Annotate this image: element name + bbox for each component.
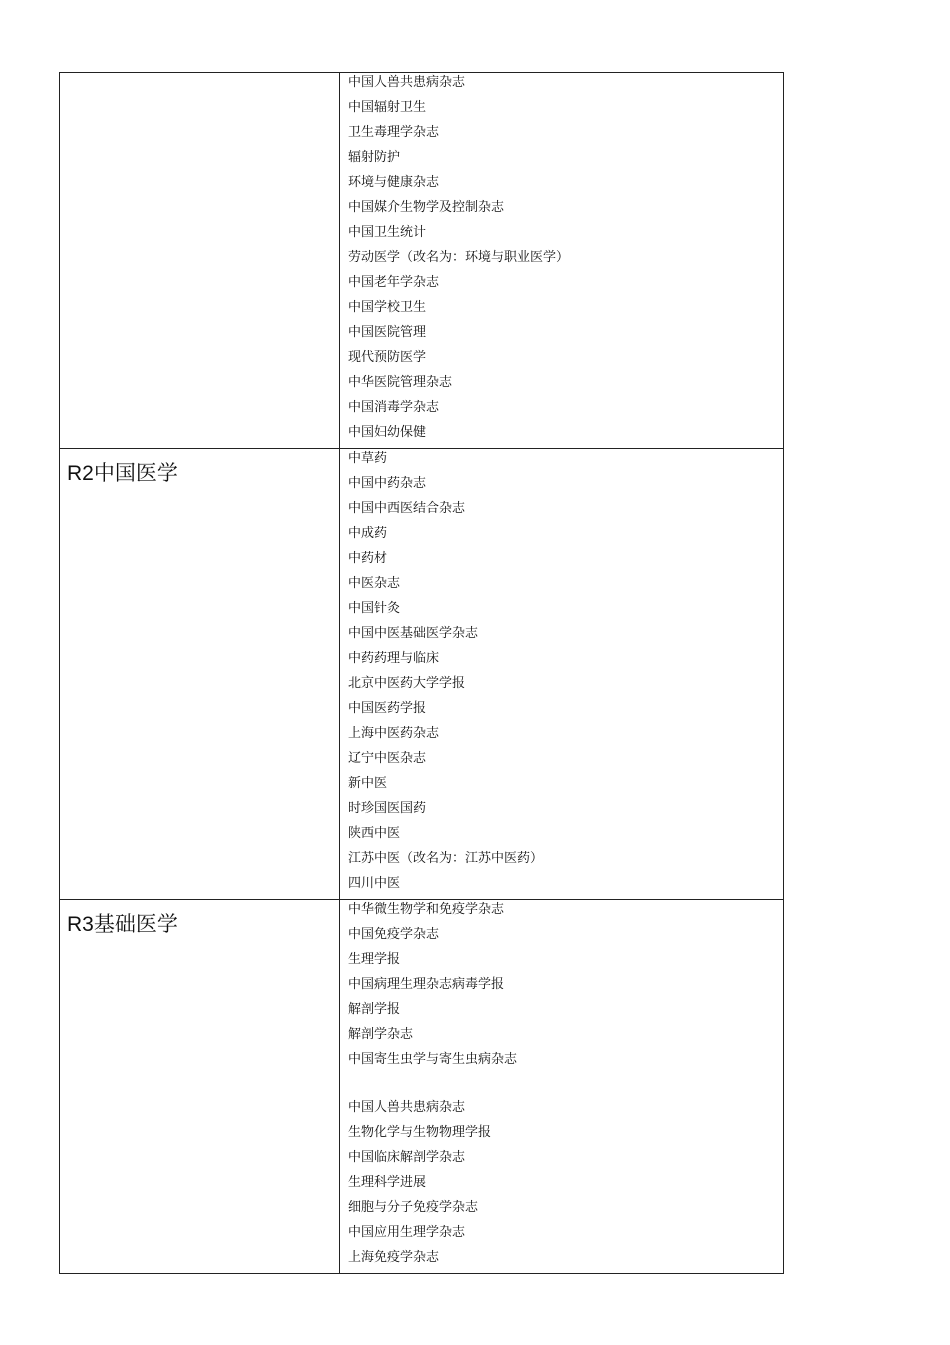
journal-item: 时珍国医国药 <box>348 801 427 816</box>
journal-item: 中草药 <box>348 451 388 466</box>
journal-item: 中国学校卫生 <box>348 300 427 315</box>
journal-item: 中国妇幼保健 <box>348 425 427 440</box>
journal-item: 卫生毒理学杂志 <box>348 125 440 140</box>
journal-item: 解剖学报 <box>348 1002 401 1017</box>
journal-item: 中国应用生理学杂志 <box>348 1225 466 1240</box>
journal-item: 上海免疫学杂志 <box>348 1250 440 1265</box>
category-label: R2中国医学 <box>67 462 178 485</box>
category-label: R3基础医学 <box>67 913 178 936</box>
journal-item: 中华微生物学和免疫学杂志 <box>348 902 505 917</box>
journal-item: 中国中西医结合杂志 <box>348 501 466 516</box>
journal-item: 中国人兽共患病杂志 <box>348 75 466 90</box>
journal-item: 解剖学杂志 <box>348 1027 414 1042</box>
journal-item: 四川中医 <box>348 876 401 891</box>
journal-item: 中国消毒学杂志 <box>348 400 440 415</box>
journal-item: 劳动医学（改名为：环境与职业医学） <box>348 250 570 265</box>
journal-item: 中国医药学报 <box>348 701 427 716</box>
section-row <box>60 73 784 449</box>
journal-item: 中国临床解剖学杂志 <box>348 1150 466 1165</box>
journal-list-cell <box>340 449 784 900</box>
journal-item: 中国病理生理杂志病毒学报 <box>348 977 505 992</box>
category-cell <box>60 900 340 1274</box>
journal-item: 细胞与分子免疫学杂志 <box>348 1200 479 1215</box>
journal-item: 中国人兽共患病杂志 <box>348 1100 466 1115</box>
journal-item: 生理学报 <box>348 952 401 967</box>
journal-item: 中国卫生统计 <box>348 225 427 240</box>
journal-item: 江苏中医（改名为：江苏中医药） <box>348 851 544 866</box>
journal-item: 中国寄生虫学与寄生虫病杂志 <box>348 1052 518 1067</box>
journal-item <box>348 1075 783 1098</box>
journal-list-cell <box>340 73 784 449</box>
journal-item: 环境与健康杂志 <box>348 175 440 190</box>
journal-list-cell <box>340 900 784 1274</box>
journal-item: 中成药 <box>348 526 388 541</box>
journal-list <box>340 449 783 899</box>
category-label <box>60 73 339 85</box>
journal-item: 中医杂志 <box>348 576 401 591</box>
category-cell <box>60 73 340 449</box>
journal-item: 中国中医基础医学杂志 <box>348 626 479 641</box>
journal-item: 中华医院管理杂志 <box>348 375 453 390</box>
journal-item: 辽宁中医杂志 <box>348 751 427 766</box>
journal-item: 现代预防医学 <box>348 350 427 365</box>
journal-list <box>340 73 783 448</box>
journal-item: 中药药理与临床 <box>348 651 440 666</box>
journal-item: 生理科学进展 <box>348 1175 427 1190</box>
table-body <box>60 73 784 1274</box>
journal-item: 中国医院管理 <box>348 325 427 340</box>
journal-item: 中国辐射卫生 <box>348 100 427 115</box>
journal-item: 中国免疫学杂志 <box>348 927 440 942</box>
journal-item: 中国针灸 <box>348 601 401 616</box>
section-row <box>60 449 784 900</box>
journal-item: 中药材 <box>348 551 388 566</box>
journal-item: 北京中医药大学学报 <box>348 676 466 691</box>
journal-item: 中国老年学杂志 <box>348 275 440 290</box>
journal-item: 上海中医药杂志 <box>348 726 440 741</box>
journal-item: 辐射防护 <box>348 150 401 165</box>
journal-item: 中国媒介生物学及控制杂志 <box>348 200 505 215</box>
journal-item: 新中医 <box>348 776 388 791</box>
journal-item: 中国中药杂志 <box>348 476 427 491</box>
journal-item: 生物化学与生物物理学报 <box>348 1125 492 1140</box>
section-row <box>60 900 784 1274</box>
journal-item: 陕西中医 <box>348 826 401 841</box>
journal-list <box>340 900 783 1273</box>
category-cell <box>60 449 340 900</box>
journal-table <box>59 72 784 1274</box>
